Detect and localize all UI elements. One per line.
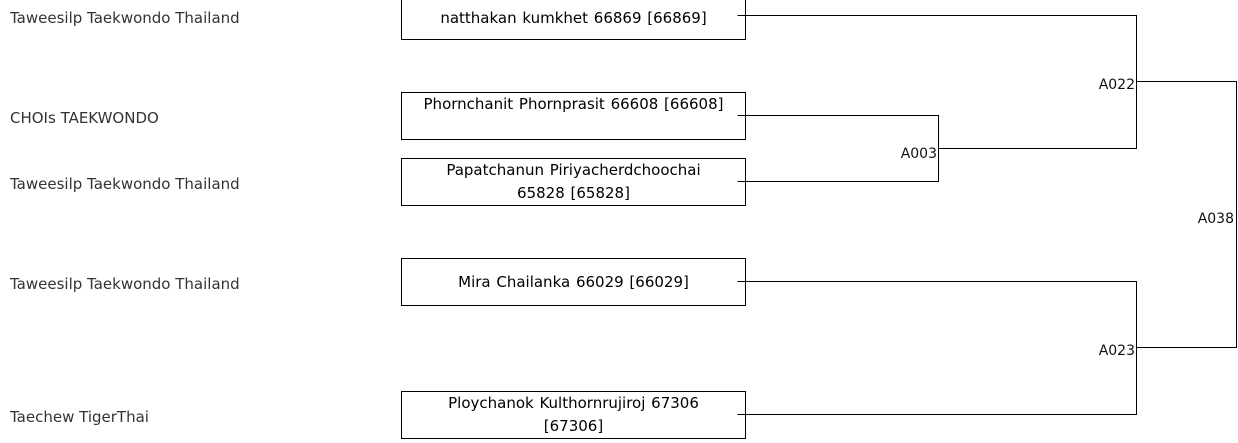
match-code-a023: A023 [1098,343,1135,359]
club-name-3: Taweesilp Taekwondo Thailand [10,175,240,193]
club-name-2: CHOIs TAEKWONDO [10,109,159,127]
athlete-name: Phornchanit Phornprasit 66608 [66608] [423,95,724,113]
athlete-name: Mira Chailanka 66029 [66029] [458,273,689,291]
match-code-a003: A003 [900,146,937,162]
club-name-5: Taechew TigerThai [10,408,149,426]
match-code-a022: A022 [1098,77,1135,93]
athlete-name: Ploychanok Kulthornrujiroj 67306 [67306] [448,394,699,435]
athlete-name: natthakan kumkhet 66869 [66869] [440,9,707,27]
club-name-4: Taweesilp Taekwondo Thailand [10,275,240,293]
club-name-1: Taweesilp Taekwondo Thailand [10,9,240,27]
match-code-a038: A038 [1197,211,1234,227]
athlete-name: Papatchanun Piriyacherdchoochai 65828 [65828] [446,161,701,202]
